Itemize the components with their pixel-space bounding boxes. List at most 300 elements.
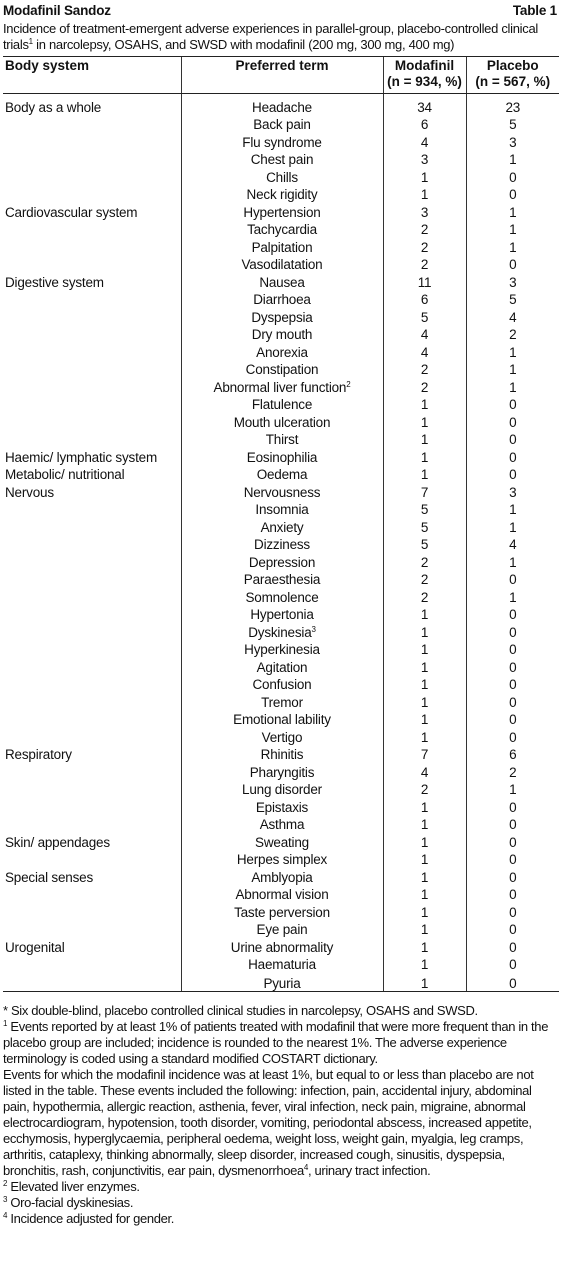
table-row [3, 377, 559, 395]
preferred-term-text: Vertigo [261, 729, 303, 745]
body-system-cell [3, 237, 181, 255]
table-row [3, 920, 559, 938]
placebo-value-cell: 0 [466, 797, 559, 815]
placebo-value-cell: 2 [466, 325, 559, 343]
placebo-value-cell: 3 [466, 482, 559, 500]
footnote-text: * Six double-blind, placebo controlled clinical studies in narcolepsy, OSAHS and SWSD. [3, 1002, 478, 1018]
preferred-term-cell [181, 430, 383, 448]
adverse-events-table [3, 56, 559, 992]
body-system-cell [3, 115, 181, 133]
preferred-term-text: Chills [266, 169, 298, 185]
preferred-term-text: Flatulence [251, 397, 313, 412]
table-row [3, 535, 559, 553]
placebo-value-cell: 0 [466, 867, 559, 885]
preferred-term-cell [181, 832, 383, 850]
table-row [3, 150, 559, 168]
preferred-term-text: Insomnia [255, 502, 309, 517]
body-system-cell [3, 412, 181, 430]
table-row [3, 167, 559, 185]
footnote-text: Events reported by at least 1% of patients treated with modafinil that were more frequent than in the placebo group are included; incidence is rounded to the nearest 1%. The adverse experience terminology is coded using a standard modified COSTART dictionary. [3, 1018, 549, 1066]
table-row [3, 815, 559, 833]
table-row [3, 430, 559, 448]
modafinil-value-cell: 1 [383, 430, 466, 448]
modafinil-value-cell: 1 [383, 920, 466, 938]
preferred-term-cell [181, 920, 383, 938]
preferred-term-text: Palpitation [251, 239, 313, 255]
table-row [3, 500, 559, 518]
modafinil-value-cell: 1 [383, 605, 466, 623]
preferred-term-cell [181, 290, 383, 308]
body-system-cell [3, 710, 181, 728]
modafinil-value-cell: 6 [383, 115, 466, 133]
body-system-cell [3, 185, 181, 203]
table-row [3, 220, 559, 238]
modafinil-value-cell: 1 [383, 640, 466, 658]
modafinil-n: (n = 934, %) [387, 74, 462, 89]
body-system-cell [3, 535, 181, 553]
table-row [3, 237, 559, 255]
body-system-cell: Nervous [5, 484, 54, 500]
body-system-cell [3, 815, 181, 833]
placebo-value-cell: 1 [466, 220, 559, 238]
footnote-text: Events for which the modafinil incidence was at least 1%, but equal to or less than placebo are not listed in the table. These events included the following: infection, pain, accidental injury, abdominal pain, hypothermia, allergic reaction, asthenia, fever, viral infection, neck pain, migraine, abnormal electrocardiogram, hypotension, tooth disorder, vomiting, periodontal abscess, increased appetite, ecchymosis, hyperglycaemia, peripheral oedema, weight loss, weight gain, myalgia, leg cramps, arthritis, cataplexy, thinking abnormally, sleep disorder, increased cough, sinusitis, dyspepsia, bronchitis, rash, conjunctivitis, ear pain, dysmenorrhoea [3, 1066, 534, 1178]
modafinil-value-cell: 5 [383, 517, 466, 535]
placebo-value-cell: 0 [466, 920, 559, 938]
preferred-term-text: Abnormal vision [235, 887, 329, 902]
footnote-inline-ref: 4 [303, 1162, 308, 1172]
preferred-term-cell [181, 640, 383, 658]
placebo-value-cell: 1 [466, 377, 559, 395]
preferred-term-cell [181, 587, 383, 605]
placebo-value-cell: 0 [466, 412, 559, 430]
table-row [3, 780, 559, 798]
body-system-cell [3, 342, 181, 360]
preferred-term-text: Haematuria [248, 957, 316, 972]
placebo-value-cell: 23 [466, 94, 559, 115]
footnote [3, 1179, 556, 1195]
table-row [3, 482, 559, 500]
table-row [3, 115, 559, 133]
body-system-cell [3, 657, 181, 675]
body-system-cell: Digestive system [5, 274, 104, 290]
modafinil-value-cell: 1 [383, 815, 466, 833]
body-system-cell [3, 377, 181, 395]
table-body [3, 94, 559, 992]
placebo-value-cell: 0 [466, 185, 559, 203]
body-system-cell [3, 920, 181, 938]
body-system-cell: Cardiovascular system [5, 204, 138, 220]
preferred-term-cell [181, 272, 383, 290]
preferred-term-text: Abnormal liver function [213, 379, 347, 395]
preferred-term-text: Oedema [256, 467, 308, 482]
modafinil-value-cell: 1 [383, 412, 466, 430]
placebo-value-cell: 0 [466, 167, 559, 185]
preferred-term-text: Tremor [261, 694, 303, 710]
preferred-term-cell [181, 465, 383, 483]
body-system-cell: Body as a whole [5, 99, 102, 115]
preferred-term-cell [181, 150, 383, 168]
body-system-cell [3, 780, 181, 798]
modafinil-value-cell: 2 [383, 360, 466, 378]
table-row [3, 185, 559, 203]
table-row [3, 94, 559, 115]
preferred-term-cell [181, 377, 383, 395]
body-system-cell [3, 622, 181, 640]
table-row [3, 955, 559, 973]
placebo-value-cell: 1 [466, 587, 559, 605]
preferred-term-text: Somnolence [245, 589, 319, 605]
preferred-term-text: Depression [248, 554, 316, 570]
placebo-value-cell: 1 [466, 202, 559, 220]
table-row [3, 710, 559, 728]
preferred-term-text: Asthma [259, 817, 305, 832]
placebo-value-cell: 3 [466, 272, 559, 290]
placebo-value-cell: 0 [466, 902, 559, 920]
table-row [3, 570, 559, 588]
modafinil-value-cell: 5 [383, 500, 466, 518]
body-system-cell [3, 517, 181, 535]
body-system-cell [3, 972, 181, 991]
body-system-cell: Haemic/ lymphatic system [5, 449, 157, 465]
placebo-value-cell: 1 [466, 780, 559, 798]
caption-text: Incidence of treatment-emergent adverse experiences in parallel-group, placebo-controlled clinical trials [3, 21, 538, 52]
modafinil-value-cell: 1 [383, 692, 466, 710]
table-row [3, 867, 559, 885]
preferred-term-cell [181, 745, 383, 763]
placebo-value-cell: 0 [466, 832, 559, 850]
preferred-term-cell [181, 360, 383, 378]
modafinil-value-cell: 1 [383, 902, 466, 920]
placebo-value-cell: 0 [466, 640, 559, 658]
placebo-value-cell: 0 [466, 430, 559, 448]
preferred-term-text: Lung disorder [242, 782, 322, 797]
preferred-term-text: Sweating [255, 834, 309, 850]
preferred-term-text: Epistaxis [255, 799, 309, 815]
preferred-term-cell [181, 937, 383, 955]
footnotes [0, 992, 562, 1227]
modafinil-value-cell: 1 [383, 832, 466, 850]
modafinil-value-cell: 1 [383, 447, 466, 465]
preferred-term-cell [181, 255, 383, 273]
placebo-value-cell: 0 [466, 622, 559, 640]
preferred-term-text: Tachycardia [247, 222, 317, 237]
preferred-term-cell [181, 517, 383, 535]
table-row [3, 692, 559, 710]
preferred-term-cell [181, 94, 383, 115]
preferred-term-cell [181, 115, 383, 133]
footnote [3, 1195, 556, 1211]
preferred-term-text: Pyuria [263, 975, 301, 991]
preferred-term-cell [181, 237, 383, 255]
table-row [3, 290, 559, 308]
preferred-term-cell [181, 692, 383, 710]
table-row [3, 745, 559, 763]
preferred-term-text: Hypertonia [250, 607, 314, 622]
footnote-text-tail: , urinary tract infection. [307, 1162, 431, 1178]
body-system-cell [3, 955, 181, 973]
preferred-term-text: Vasodilatation [241, 257, 323, 272]
body-system-cell [3, 902, 181, 920]
modafinil-value-cell: 1 [383, 465, 466, 483]
body-system-cell [3, 255, 181, 273]
preferred-term-cell [181, 815, 383, 833]
placebo-value-cell: 0 [466, 727, 559, 745]
table-row [3, 552, 559, 570]
preferred-term-cell [181, 325, 383, 343]
preferred-term-text: Thirst [265, 432, 299, 447]
preferred-term-cell [181, 500, 383, 518]
placebo-n: (n = 567, %) [475, 74, 551, 89]
preferred-term-text: Eosinophilia [246, 449, 318, 465]
table-row [3, 307, 559, 325]
preferred-term-cell [181, 552, 383, 570]
body-system-cell [3, 675, 181, 693]
preferred-term-cell [181, 885, 383, 903]
preferred-term-text: Mouth ulceration [233, 414, 331, 430]
preferred-term-text: Taste perversion [234, 904, 330, 920]
preferred-term-text: Paraesthesia [243, 572, 321, 587]
modafinil-value-cell: 2 [383, 255, 466, 273]
body-system-cell [3, 605, 181, 623]
preferred-term-cell [181, 132, 383, 150]
preferred-term-text: Confusion [252, 677, 312, 692]
preferred-term-text: Dry mouth [251, 327, 313, 342]
table-row [3, 465, 559, 483]
modafinil-value-cell: 2 [383, 552, 466, 570]
placebo-value-cell: 1 [466, 500, 559, 518]
modafinil-value-cell: 1 [383, 727, 466, 745]
placebo-value-cell: 0 [466, 885, 559, 903]
placebo-value-cell: 0 [466, 657, 559, 675]
body-system-cell: Special senses [5, 869, 94, 885]
preferred-term-text: Urine abnormality [230, 939, 334, 955]
modafinil-value-cell: 11 [383, 272, 466, 290]
placebo-value-cell: 0 [466, 570, 559, 588]
modafinil-value-cell: 5 [383, 535, 466, 553]
footnote-text: Oro-facial dyskinesias. [7, 1194, 134, 1210]
table-row [3, 395, 559, 413]
preferred-term-cell [181, 570, 383, 588]
placebo-value-cell: 0 [466, 955, 559, 973]
preferred-term-cell [181, 780, 383, 798]
placebo-value-cell: 6 [466, 745, 559, 763]
placebo-value-cell: 0 [466, 605, 559, 623]
placebo-label: Placebo [486, 58, 539, 73]
placebo-value-cell: 0 [466, 972, 559, 991]
preferred-term-text: Anorexia [256, 344, 308, 360]
table-row [3, 202, 559, 220]
placebo-value-cell: 0 [466, 937, 559, 955]
modafinil-value-cell: 1 [383, 657, 466, 675]
placebo-value-cell: 0 [466, 710, 559, 728]
table-row [3, 132, 559, 150]
preferred-term-cell [181, 727, 383, 745]
modafinil-value-cell: 4 [383, 762, 466, 780]
preferred-term-text: Chest pain [250, 152, 314, 167]
preferred-term-text: Nausea [259, 274, 305, 290]
placebo-value-cell: 1 [466, 150, 559, 168]
placebo-value-cell: 1 [466, 517, 559, 535]
footnote-marker: 4 [3, 1210, 8, 1220]
footnote [3, 1003, 556, 1019]
modafinil-value-cell: 1 [383, 185, 466, 203]
caption-footnote-ref: 1 [28, 37, 33, 46]
preferred-term-text: Constipation [245, 362, 319, 377]
table-row [3, 972, 559, 991]
preferred-term-text: Flu syndrome [242, 134, 322, 150]
preferred-term-cell [181, 220, 383, 238]
preferred-term-text: Neck rigidity [246, 187, 318, 202]
placebo-value-cell: 5 [466, 290, 559, 308]
body-system-cell [3, 570, 181, 588]
body-system-cell: Respiratory [5, 747, 72, 762]
table-caption [0, 20, 562, 56]
document-title: Modafinil Sandoz [3, 3, 111, 18]
preferred-term-cell [181, 202, 383, 220]
preferred-term-cell [181, 955, 383, 973]
body-system-cell [3, 850, 181, 868]
preferred-term-text: Agitation [256, 659, 308, 675]
placebo-value-cell: 0 [466, 692, 559, 710]
placebo-value-cell: 4 [466, 307, 559, 325]
preferred-term-cell [181, 972, 383, 991]
modafinil-value-cell: 4 [383, 132, 466, 150]
table-row [3, 342, 559, 360]
preferred-term-text: Diarrhoea [253, 292, 311, 307]
body-system-cell [3, 552, 181, 570]
modafinil-value-cell: 3 [383, 150, 466, 168]
placebo-value-cell: 0 [466, 395, 559, 413]
modafinil-value-cell: 6 [383, 290, 466, 308]
body-system-cell [3, 132, 181, 150]
body-system-cell [3, 290, 181, 308]
table-row [3, 885, 559, 903]
body-system-cell [3, 395, 181, 413]
placebo-value-cell: 0 [466, 465, 559, 483]
preferred-term-cell [181, 867, 383, 885]
modafinil-value-cell: 7 [383, 482, 466, 500]
table-row [3, 762, 559, 780]
body-system-cell: Metabolic/ nutritional [5, 467, 125, 482]
table-row [3, 832, 559, 850]
table-row [3, 517, 559, 535]
modafinil-value-cell: 2 [383, 587, 466, 605]
preferred-term-cell [181, 342, 383, 360]
modafinil-value-cell: 4 [383, 325, 466, 343]
body-system-cell [3, 307, 181, 325]
table-row [3, 675, 559, 693]
body-system-cell [3, 325, 181, 343]
body-system-cell [3, 640, 181, 658]
footnote-marker: 3 [3, 1194, 8, 1204]
table-header-row [3, 57, 559, 94]
modafinil-value-cell: 1 [383, 955, 466, 973]
modafinil-value-cell: 1 [383, 710, 466, 728]
preferred-term-cell [181, 850, 383, 868]
body-system-cell [3, 587, 181, 605]
body-system-cell [3, 220, 181, 238]
modafinil-value-cell: 1 [383, 675, 466, 693]
preferred-term-text: Hyperkinesia [244, 642, 320, 657]
preferred-term-text: Amblyopia [251, 869, 313, 885]
col-header-modafinil [383, 57, 466, 94]
body-system-cell: Skin/ appendages [5, 834, 110, 850]
caption-text-cont: in narcolepsy, OSAHS, and SWSD with modafinil (200 mg, 300 mg, 400 mg) [32, 37, 455, 52]
preferred-term-cell [181, 762, 383, 780]
placebo-value-cell: 4 [466, 535, 559, 553]
table-row [3, 657, 559, 675]
footnote-text: Incidence adjusted for gender. [7, 1210, 175, 1226]
placebo-value-cell: 1 [466, 552, 559, 570]
table-row [3, 587, 559, 605]
modafinil-value-cell: 34 [383, 94, 466, 115]
preferred-term-cell [181, 395, 383, 413]
body-system-cell [3, 167, 181, 185]
preferred-term-cell [181, 307, 383, 325]
preferred-term-cell [181, 412, 383, 430]
modafinil-value-cell: 2 [383, 220, 466, 238]
body-system-cell [3, 797, 181, 815]
document-header [0, 0, 562, 20]
modafinil-value-cell: 2 [383, 570, 466, 588]
preferred-term-cell [181, 622, 383, 640]
body-system-cell [3, 727, 181, 745]
preferred-term-text: Back pain [253, 117, 311, 132]
preferred-term-text: Rhinitis [260, 747, 304, 762]
modafinil-value-cell: 1 [383, 797, 466, 815]
modafinil-value-cell: 1 [383, 867, 466, 885]
preferred-term-cell [181, 710, 383, 728]
footnote-text: Elevated liver enzymes. [7, 1178, 140, 1194]
modafinil-value-cell: 3 [383, 202, 466, 220]
body-system-cell [3, 500, 181, 518]
placebo-value-cell: 0 [466, 675, 559, 693]
table-row [3, 797, 559, 815]
modafinil-value-cell: 1 [383, 937, 466, 955]
modafinil-value-cell: 1 [383, 395, 466, 413]
body-system-cell [3, 430, 181, 448]
preferred-term-text: Dyspepsia [251, 309, 313, 325]
preferred-term-cell [181, 447, 383, 465]
placebo-value-cell: 0 [466, 447, 559, 465]
preferred-term-cell [181, 605, 383, 623]
table-row [3, 727, 559, 745]
table-row [3, 605, 559, 623]
preferred-term-cell [181, 902, 383, 920]
placebo-value-cell: 1 [466, 342, 559, 360]
footnote-marker: 1 [3, 1018, 8, 1028]
preferred-term-text: Hypertension [243, 204, 321, 220]
preferred-term-cell [181, 482, 383, 500]
modafinil-label: Modafinil [394, 58, 455, 73]
table-row [3, 850, 559, 868]
footnote [3, 1211, 556, 1227]
table-row [3, 902, 559, 920]
preferred-term-text: Dizziness [254, 537, 310, 552]
preferred-term-text: Headache [252, 99, 312, 115]
modafinil-value-cell: 1 [383, 850, 466, 868]
preferred-term-text: Herpes simplex [236, 852, 328, 867]
body-system-cell: Urogenital [5, 939, 65, 955]
footnote [3, 1067, 556, 1179]
table-row [3, 937, 559, 955]
modafinil-value-cell: 1 [383, 972, 466, 991]
body-system-cell [3, 150, 181, 168]
placebo-value-cell: 1 [466, 237, 559, 255]
modafinil-value-cell: 4 [383, 342, 466, 360]
preferred-term-text: Eye pain [256, 922, 308, 937]
preferred-term-text: Anxiety [260, 519, 304, 535]
